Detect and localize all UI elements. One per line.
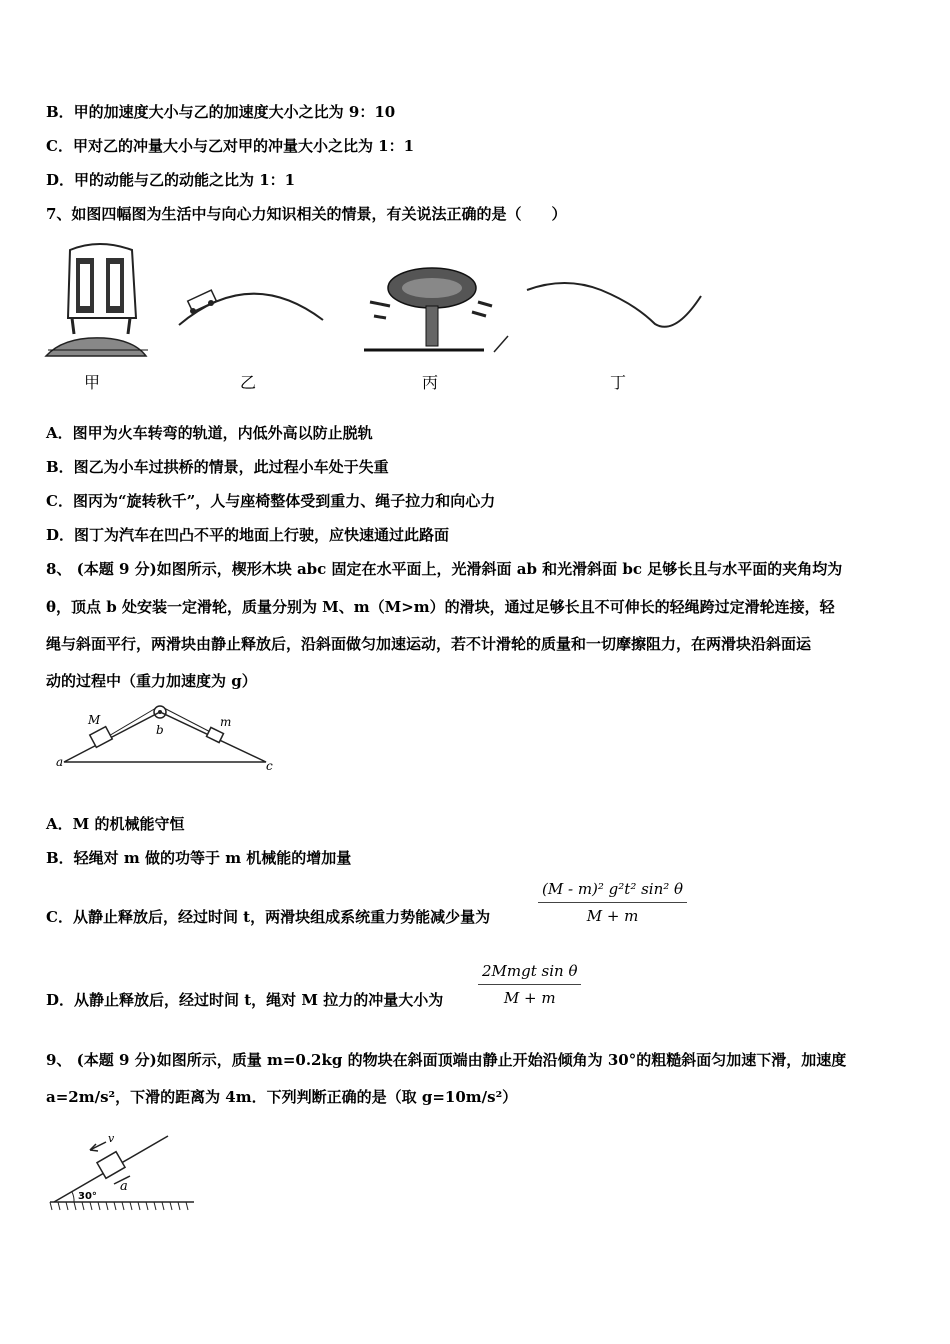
q9-stem-line2: a=2m/s²，下滑的距离为 4m．下列判断正确的是（取 g=10m/s²） — [46, 1088, 518, 1106]
caption-bing: 丙 — [422, 373, 439, 392]
q6-option-d: D．甲的动能与乙的动能之比为 1：1 — [46, 171, 296, 189]
caption-yi: 乙 — [240, 373, 257, 392]
figure-ding-bumpy-road — [525, 280, 710, 340]
q7-option-b: B．图乙为小车过拱桥的情景，此过程小车处于失重 — [46, 458, 389, 476]
q7-option-c: C．图丙为“旋转秋千”，人与座椅整体受到重力、绳子拉力和向心力 — [46, 492, 496, 510]
caption-jia: 甲 — [84, 373, 101, 392]
figure-bing-rotating-swing — [360, 262, 520, 362]
q7-stem: 7、如图四幅图为生活中与向心力知识相关的情景，有关说法正确的是（ ） — [46, 205, 567, 223]
label-c: c — [266, 759, 273, 773]
label-a-accel: a — [120, 1179, 128, 1194]
q7-option-d: D．图丁为汽车在凹凸不平的地面上行驶，应快速通过此路面 — [46, 526, 450, 544]
q9-stem-line1: 9、 (本题 9 分)如图所示，质量 m=0.2kg 的物块在斜面顶端由静止开始沿倾角为 30°的粗糙斜面匀加速下滑，加速度 — [46, 1051, 847, 1069]
q8-option-d-formula — [478, 962, 581, 1007]
q8-stem-line2: θ，顶点 b 处安装一定滑轮，质量分别为 M、m（M>m）的滑块，通过足够长且不可伸长的轻绳跨过定滑轮连接，轻 — [46, 598, 835, 616]
q6-option-b: B．甲的加速度大小与乙的加速度大小之比为 9：10 — [46, 103, 396, 121]
q8-stem-line4: 动的过程中（重力加速度为 g） — [46, 672, 257, 690]
label-v: v — [108, 1132, 115, 1145]
q8-option-c: C．从静止释放后，经过时间 t，两滑块组成系统重力势能减少量为 — [46, 908, 491, 926]
label-m: m — [220, 715, 232, 729]
figure-q8-wedge-pulley — [52, 700, 282, 780]
figure-jia-train-track — [44, 238, 154, 368]
q6-option-c: C．甲对乙的冲量大小与乙对甲的冲量大小之比为 1：1 — [46, 137, 415, 155]
label-a: a — [56, 755, 64, 769]
formula-c-numerator: (M - m)² g²t² sin² θ — [538, 880, 687, 903]
label-b: b — [156, 723, 164, 737]
q8-option-a: A．M 的机械能守恒 — [46, 815, 185, 833]
figure-q9-incline — [44, 1120, 204, 1220]
formula-c-denominator: M + m — [586, 907, 639, 925]
q8-stem-line3: 绳与斜面平行，两滑块由静止释放后，沿斜面做匀加速运动，若不计滑轮的质量和一切摩擦阻力，在两滑块沿斜面运 — [46, 635, 812, 653]
q8-option-b: B．轻绳对 m 做的功等于 m 机械能的增加量 — [46, 849, 352, 867]
figure-yi-arch-bridge — [175, 275, 325, 335]
q7-option-a: A．图甲为火车转弯的轨道，内低外高以防止脱轨 — [46, 424, 373, 442]
q8-option-d: D．从静止释放后，经过时间 t，绳对 M 拉力的冲量大小为 — [46, 991, 444, 1009]
label-angle: 30° — [78, 1191, 97, 1202]
label-M: M — [88, 713, 101, 727]
formula-d-denominator: M + m — [503, 989, 556, 1007]
caption-ding: 丁 — [610, 373, 627, 392]
q8-stem-line1: 8、 (本题 9 分)如图所示，楔形木块 abc 固定在水平面上，光滑斜面 ab 和光滑斜面 bc 足够长且与水平面的夹角均为 — [46, 560, 843, 578]
formula-d-numerator: 2Mmgt sin θ — [478, 962, 581, 985]
q8-option-c-formula — [538, 880, 687, 925]
